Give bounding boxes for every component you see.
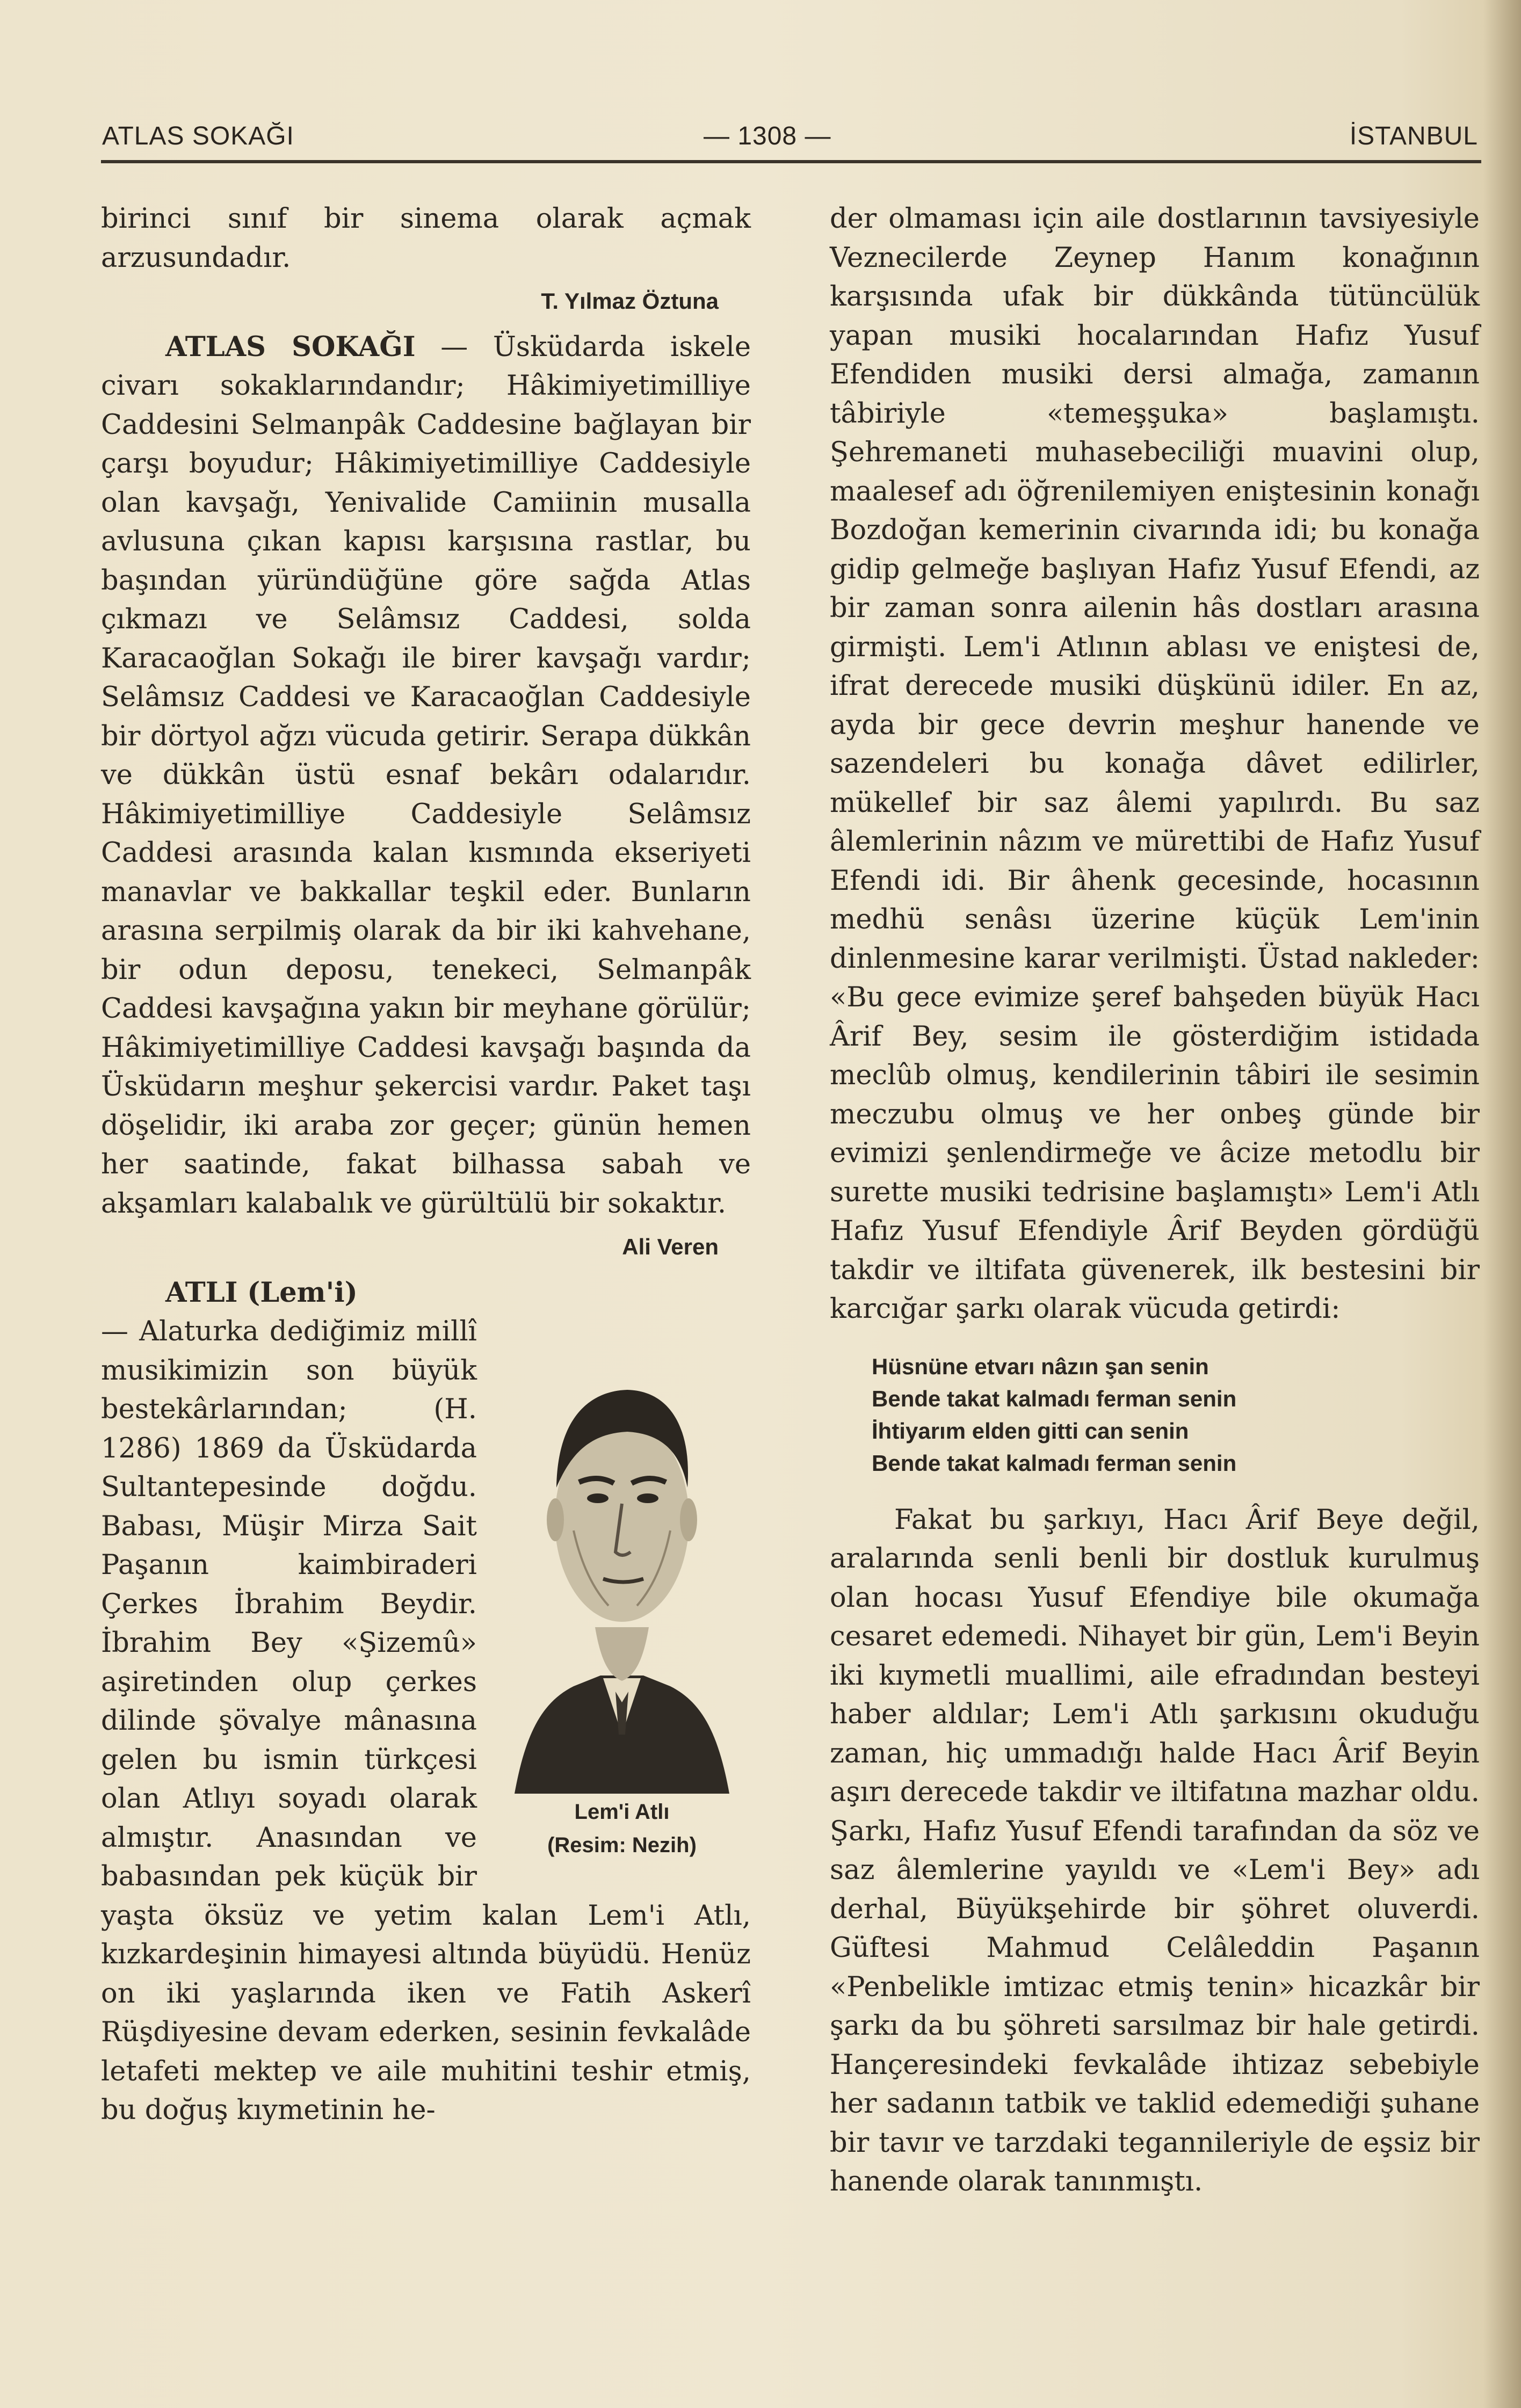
paragraph-sinema: birinci sınıf bir sinema olarak açmak arzusundadır.	[101, 203, 751, 274]
portrait-caption-credit: (Resim: Nezih)	[547, 1833, 697, 1857]
lyric-line: İhtiyarım elden gitti can senin	[872, 1418, 1189, 1444]
paragraph-right-1: der olmaması için aile dostlarının tavsiyesiyle Veznecilerde Zeynep Hanım konağının karşısında ufak bir dükkânda tütüncülük yapan musiki hocalarından Hafız Yusuf Efendiden musiki dersi almağa, zamanın tâbiriyle «temeşşuka» başlamıştı. Şehremaneti muhasebeciliği muavini olup, maalesef adı öğrenilemiyen eniştesinin konağı Bozdoğan kemerinin civarında idi; bu konağa gidip gelmeğe başlıyan Hafız Yusuf Efendi, az bir zaman sonra ailenin hâs dostları arasına girmişti. Lem'i Atlının ablası ve eniştesi de, ifrat derecede musiki düşkünü idiler. En az, ayda bir gece devrin meşhur hanende ve sazendeleri bu konağa dâvet edilirler, mükellef bir saz âlemi yapılırdı. Bu saz âlemlerinin nâzım ve mürettibi de Hafız Yusuf Efendi idi. Bir âhenk gecesinde, hocasının medhü senâsı üzerine küçük Lem'inin dinlenmesine karar verilmişti. Üstad nakleder: «Bu gece evimize şeref bahşeden büyük Hacı Ârif Bey, sesim ile gösterdiğim istidada meclûb olmuş, kendilerinin tâbiri ile sesimin meczubu olmuş ve her onbeş günde bir evimizi şenlendirmeğe ve âcize metodlu bir surette musiki tedrisine başlamıştı» Lem'i Atlı Hafız Yusuf Efendiyle Ârif Beyden gördüğü takdir ve iltifata güvenerek, ilk bestesini bir karcığar şarkı olarak vücuda getirdi:	[830, 203, 1480, 1325]
header-rule	[101, 160, 1481, 163]
lyric-line: Bende takat kalmadı ferman senin	[872, 1450, 1237, 1476]
portrait-caption-name: Lem'i Atlı	[574, 1800, 670, 1824]
entry-body: — Üsküdarda iskele civarı sokaklarındandır; Hâkimiyetimilliye Caddesini Selmanpâk Caddesine bağlayan bir çarşı boyudur; Hâkimiyetimilliye Caddesiyle olan kavşağı, Yenivalide Camiinin musalla avlusuna çıkan kapısı karşısına rastlar, bu başından yüründüğüne göre sağda Atlas çıkmazı ve Selâmsız Caddesi, solda Karacaoğlan Sokağı ile birer kavşağı vardır; Selâmsız Caddesi ve Karacaoğlan Caddesiyle bir dörtyol ağzı vücuda getirir. Serapa dükkân ve dükkân üstü esnaf bekârı odalarıdır. Hâkimiyetimilliye Caddesiyle Selâmsız Caddesi arasında kalan kısmında ekseriyeti manavlar ve bakkallar teşkil eder. Bunların arasına serpilmiş olarak da bir iki kahvehane, bir odun deposu, tenekeci, Selmanpâk Caddesi kavşağına yakın bir meyhane görülür; Hâkimiyetimilliye Caddesi kavşağı başında da Üsküdarın meşhur şekercisi vardır. Paket taşı döşelidir, iki araba zor geçer; günün hemen her saatinde, fakat bilhassa sabah ve akşamları kalabalık ve gürültülü bir sokaktır.	[101, 331, 751, 1220]
lyric-line: Hüsnüne etvarı nâzın şan senin	[872, 1353, 1209, 1379]
author-signature: T. Yılmaz Öztuna	[541, 288, 719, 314]
song-lyrics	[872, 1351, 1480, 1479]
running-header-right: İSTANBUL	[1349, 122, 1478, 150]
portrait-figure	[493, 1326, 751, 1863]
portrait-drawing	[493, 1326, 751, 1794]
entry-heading: ATLAS SOKAĞI	[165, 330, 416, 363]
entry-atlas-sokagi	[101, 328, 751, 1224]
lyric-line: Bende takat kalmadı ferman senin	[872, 1386, 1237, 1411]
page-spine-shadow	[1483, 0, 1521, 2408]
entry-atli-lemi	[101, 1273, 751, 1313]
running-header-left: ATLAS SOKAĞI	[102, 122, 294, 150]
left-column	[101, 200, 751, 2130]
entry-atli-body: — Alaturka dediğimiz millî musikimizin son büyük bestekârlarından; (H. 1286) 1869 da Üsküdarda Sultantepesinde doğdu. Babası, Müşir Mirza Sait Paşanın kaimbiraderi Çerkes İbrahim Beydir. İbrahim Bey «Şizemû» aşiretinden olup çerkes dilinde şövalye mânasına gelen bu ismin türkçesi olan Atlıyı soyadı olarak almıştır. Anasından ve babasından pek küçük bir yaşta öksüz ve yetim kalan Lem'i Atlı, kızkardeşinin himayesi altında büyüdü. Henüz on iki yaşlarında iken ve Fatih Askerî Rüşdiyesine devam ederken, sesinin fevkalâde letafeti mektep ve aile muhitini teshir etmiş, bu doğuş kıymetinin he-	[101, 1316, 751, 2126]
paragraph-right-2: Fakat bu şarkıyı, Hacı Ârif Beye değil, aralarında senli benli bir dostluk kurulmuş olan hocası Yusuf Efendiye bile okumağa cesaret edemedi. Nihayet bir gün, Lem'i Beyin iki kıymetli muallimi, aile efradından besteyi haber aldılar; Lem'i Atlı şarkısını okuduğu zaman, hiç ummadığı halde Hacı Ârif Beyin aşırı derecede takdir ve iltifatına mazhar oldu. Şarkı, Hafız Yusuf Efendi tarafından da söz ve saz âlemlerine yayıldı ve «Lem'i Bey» adı derhal, Büyükşehirde bir şöhret oluverdi. Güftesi Mahmud Celâleddin Paşanın «Penbelikle imtizac etmiş tenin» hicazkâr bir şarkı da bu şöhreti sarsılmaz bir hale getirdi. Hançeresindeki fevkalâde ihtizaz sebebiyle her sadanın tatbik ve taklid edemediği şuhane bir tavır ve tarzdaki tegannileriyle de eşsiz bir hanende olarak tanınmıştı.	[830, 1504, 1480, 2197]
entry-heading: ATLI (Lem'i)	[165, 1276, 358, 1309]
right-column	[830, 200, 1480, 2202]
page-number: — 1308 —	[704, 122, 831, 150]
author-signature: Ali Veren	[622, 1234, 719, 1259]
